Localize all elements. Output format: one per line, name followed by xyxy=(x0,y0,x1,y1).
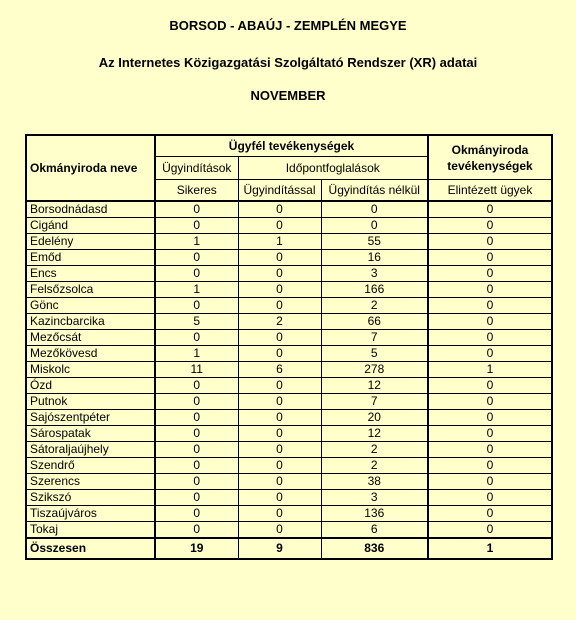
office-name-cell: Szikszó xyxy=(26,490,155,506)
office-name-cell: Borsodnádasd xyxy=(26,201,155,218)
value-cell: 0 xyxy=(155,218,238,234)
value-cell: 7 xyxy=(321,394,428,410)
value-cell: 278 xyxy=(321,362,428,378)
value-cell: 0 xyxy=(155,522,238,539)
value-cell: 0 xyxy=(155,298,238,314)
value-cell: 3 xyxy=(321,266,428,282)
value-cell: 0 xyxy=(238,266,321,282)
value-cell: 0 xyxy=(238,426,321,442)
value-cell: 2 xyxy=(321,458,428,474)
value-cell: 0 xyxy=(155,250,238,266)
office-name-cell: Tokaj xyxy=(26,522,155,539)
value-cell: 1 xyxy=(155,346,238,362)
page-title: BORSOD - ABAÚJ - ZEMPLÉN MEGYE xyxy=(169,18,407,33)
value-cell: 0 xyxy=(155,506,238,522)
office-name-cell: Miskolc xyxy=(26,362,155,378)
month-label: NOVEMBER xyxy=(250,88,326,103)
value-cell: 0 xyxy=(238,394,321,410)
value-cell: 166 xyxy=(321,282,428,298)
header-ugyinditas-nelkul: Ügyindítás nélkül xyxy=(321,180,428,202)
value-cell: 66 xyxy=(321,314,428,330)
value-cell: 16 xyxy=(321,250,428,266)
table-row xyxy=(26,250,552,266)
table-row xyxy=(26,378,552,394)
value-cell: 0 xyxy=(428,266,552,282)
value-cell: 11 xyxy=(155,362,238,378)
table-row xyxy=(26,410,552,426)
value-cell: 5 xyxy=(321,346,428,362)
value-cell: 0 xyxy=(155,394,238,410)
value-cell: 0 xyxy=(428,314,552,330)
table-row xyxy=(26,474,552,490)
table-row xyxy=(26,442,552,458)
value-cell: 0 xyxy=(155,266,238,282)
header-ugyinditassal: Ügyindítással xyxy=(238,180,321,202)
office-name-cell: Ózd xyxy=(26,378,155,394)
value-cell: 0 xyxy=(238,490,321,506)
value-cell: 836 xyxy=(321,538,428,559)
total-row xyxy=(26,538,552,559)
office-name-cell: Sátoraljaújhely xyxy=(26,442,155,458)
value-cell: 0 xyxy=(428,394,552,410)
table-row xyxy=(26,362,552,378)
value-cell: 0 xyxy=(428,378,552,394)
value-cell: 0 xyxy=(428,458,552,474)
table-row xyxy=(26,426,552,442)
table-row xyxy=(26,458,552,474)
office-name-cell: Felsőzsolca xyxy=(26,282,155,298)
office-name-cell: Cigánd xyxy=(26,218,155,234)
value-cell: 0 xyxy=(155,378,238,394)
office-name-cell: Tiszaújváros xyxy=(26,506,155,522)
value-cell: 0 xyxy=(238,282,321,298)
value-cell: 0 xyxy=(321,218,428,234)
value-cell: 1 xyxy=(155,282,238,298)
value-cell: 0 xyxy=(238,458,321,474)
header-office-activities: Okmányiroda tevékenységek xyxy=(428,135,552,180)
value-cell: 0 xyxy=(428,250,552,266)
value-cell: 0 xyxy=(238,346,321,362)
table-row xyxy=(26,218,552,234)
value-cell: 0 xyxy=(155,474,238,490)
value-cell: 12 xyxy=(321,426,428,442)
table-row xyxy=(26,282,552,298)
value-cell: 0 xyxy=(155,330,238,346)
office-name-cell: Kazincbarcika xyxy=(26,314,155,330)
statistics-table xyxy=(25,134,553,560)
value-cell: 0 xyxy=(238,250,321,266)
value-cell: 1 xyxy=(428,538,552,559)
header-elintezett-ugyek: Elintézett ügyek xyxy=(428,180,552,202)
value-cell: 38 xyxy=(321,474,428,490)
table-row xyxy=(26,234,552,250)
total-label: Összesen xyxy=(26,538,155,559)
header-sikeres: Sikeres xyxy=(155,180,238,202)
value-cell: 6 xyxy=(238,362,321,378)
value-cell: 0 xyxy=(238,442,321,458)
value-cell: 0 xyxy=(238,522,321,539)
office-name-cell: Edelény xyxy=(26,234,155,250)
table-row xyxy=(26,314,552,330)
value-cell: 0 xyxy=(238,378,321,394)
value-cell: 0 xyxy=(155,442,238,458)
value-cell: 0 xyxy=(428,522,552,539)
value-cell: 0 xyxy=(238,201,321,218)
value-cell: 0 xyxy=(428,410,552,426)
value-cell: 6 xyxy=(321,522,428,539)
value-cell: 7 xyxy=(321,330,428,346)
office-name-cell: Szerencs xyxy=(26,474,155,490)
value-cell: 2 xyxy=(321,298,428,314)
value-cell: 0 xyxy=(155,201,238,218)
value-cell: 3 xyxy=(321,490,428,506)
office-name-cell: Szendrő xyxy=(26,458,155,474)
table-row xyxy=(26,330,552,346)
value-cell: 0 xyxy=(428,330,552,346)
office-name-cell: Sajószentpéter xyxy=(26,410,155,426)
value-cell: 0 xyxy=(238,506,321,522)
value-cell: 19 xyxy=(155,538,238,559)
value-cell: 1 xyxy=(238,234,321,250)
value-cell: 1 xyxy=(428,362,552,378)
value-cell: 0 xyxy=(238,218,321,234)
value-cell: 0 xyxy=(155,426,238,442)
header-idopontfoglalasok: Időpontfoglalások xyxy=(238,157,428,180)
value-cell: 0 xyxy=(428,218,552,234)
value-cell: 0 xyxy=(321,201,428,218)
value-cell: 1 xyxy=(155,234,238,250)
value-cell: 0 xyxy=(428,474,552,490)
table-row xyxy=(26,346,552,362)
office-name-cell: Emőd xyxy=(26,250,155,266)
value-cell: 0 xyxy=(428,442,552,458)
value-cell: 0 xyxy=(238,474,321,490)
office-name-cell: Gönc xyxy=(26,298,155,314)
value-cell: 0 xyxy=(238,410,321,426)
value-cell: 2 xyxy=(321,442,428,458)
header-ugyinditasok: Ügyindítások xyxy=(155,157,238,180)
value-cell: 0 xyxy=(428,298,552,314)
table-row xyxy=(26,506,552,522)
value-cell: 55 xyxy=(321,234,428,250)
value-cell: 20 xyxy=(321,410,428,426)
value-cell: 5 xyxy=(155,314,238,330)
value-cell: 0 xyxy=(428,282,552,298)
header-office-name: Okmányiroda neve xyxy=(26,135,155,201)
page-subtitle: Az Internetes Közigazgatási Szolgáltató Rendszer (XR) adatai xyxy=(98,55,478,70)
value-cell: 0 xyxy=(428,490,552,506)
office-name-cell: Putnok xyxy=(26,394,155,410)
value-cell: 0 xyxy=(238,330,321,346)
table-row xyxy=(26,394,552,410)
office-name-cell: Mezőcsát xyxy=(26,330,155,346)
value-cell: 0 xyxy=(428,234,552,250)
table-row xyxy=(26,266,552,282)
office-name-cell: Encs xyxy=(26,266,155,282)
value-cell: 0 xyxy=(428,426,552,442)
header-client-activities: Ügyfél tevékenységek xyxy=(155,135,428,157)
table-row xyxy=(26,298,552,314)
table-row xyxy=(26,522,552,539)
value-cell: 12 xyxy=(321,378,428,394)
value-cell: 9 xyxy=(238,538,321,559)
value-cell: 0 xyxy=(428,346,552,362)
value-cell: 0 xyxy=(155,410,238,426)
value-cell: 0 xyxy=(155,458,238,474)
value-cell: 136 xyxy=(321,506,428,522)
office-name-cell: Mezőkövesd xyxy=(26,346,155,362)
value-cell: 0 xyxy=(428,506,552,522)
table-row xyxy=(26,201,552,218)
value-cell: 0 xyxy=(155,490,238,506)
value-cell: 0 xyxy=(238,298,321,314)
value-cell: 0 xyxy=(428,201,552,218)
value-cell: 2 xyxy=(238,314,321,330)
office-name-cell: Sárospatak xyxy=(26,426,155,442)
table-row xyxy=(26,490,552,506)
